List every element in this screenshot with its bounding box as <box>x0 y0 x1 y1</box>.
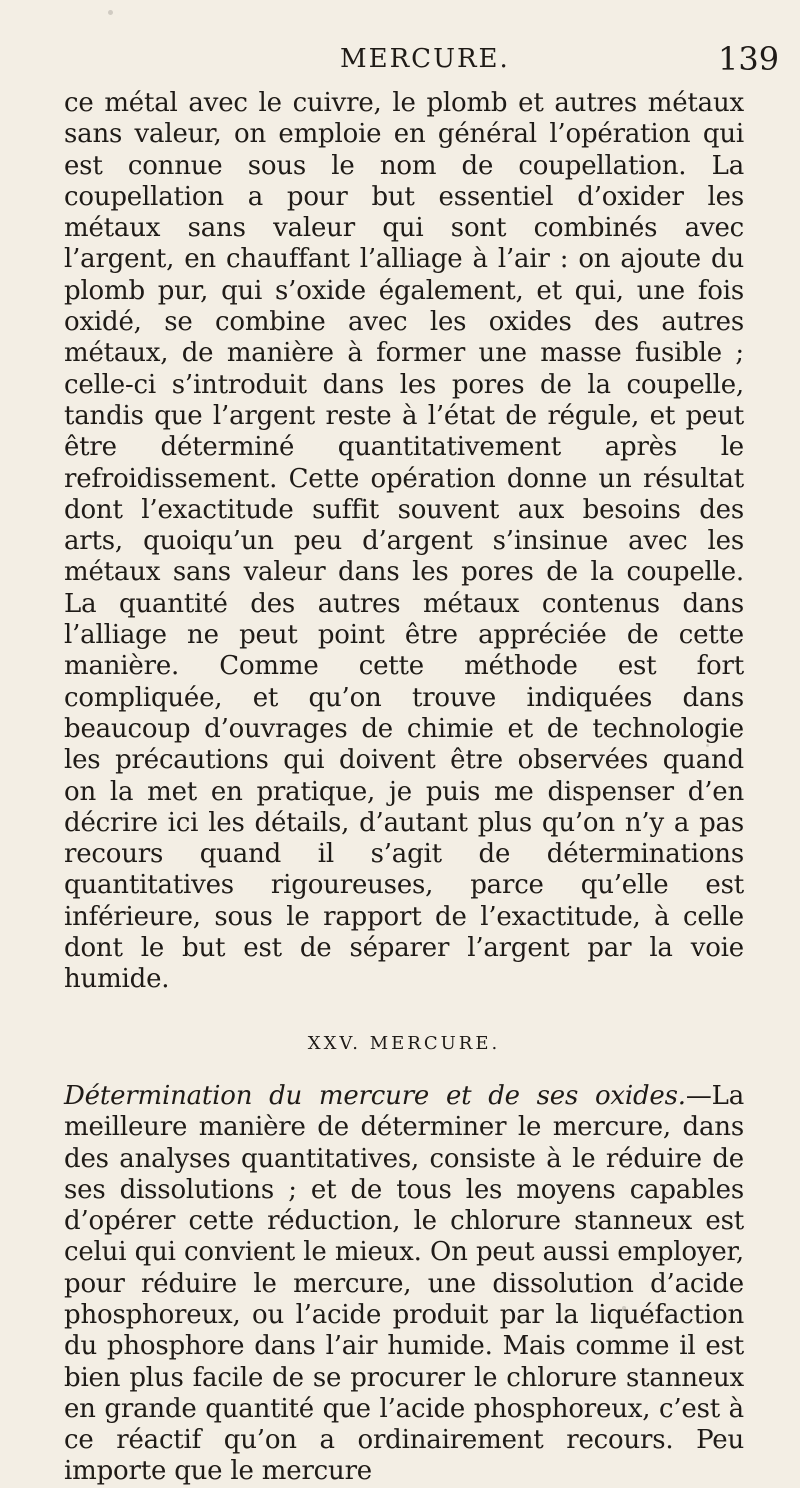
section-heading: XXV. MERCURE. <box>307 1032 501 1054</box>
running-header <box>0 40 800 84</box>
paragraph-1: ce métal avec le cuivre, le plomb et autres métaux sans valeur, on emploie en général l’opération qui est connue sous le nom de coupellation. La coupellation a pour but essentiel d’oxider les métaux sans valeur qui sont combinés avec l’argent, en chauffant l’alliage à l’air : on ajoute du plomb pur, qui s’oxide également, et qui, une fois oxidé, se combine avec les oxides des autres métaux, de manière à former une masse fusible ; celle-ci s’introduit dans les pores de la coupelle, tandis que l’argent reste à l’état de régule, et peut être déterminé quantitativement après le refroidissement. Cette opération donne un résultat dont l’exactitude suffit souvent aux besoins des arts, quoiqu’un peu d’argent s’insinue avec les métaux sans valeur dans les pores de la coupelle. La quantité des autres métaux contenus dans l’alliage ne peut point être appréciée de cette manière. Comme cette méthode est fort compliquée, et qu’on trouve indiquées dans beaucoup d’ouvrages de chimie et de technologie les précautions qui doivent être observées quand on la met en pratique, je puis me dispenser d’en décrire ici les détails, d’autant plus qu’on n’y a pas recours quand il s’agit de déterminations quantitatives rigoureuses, parce qu’elle est inférieure, sous le rapport de l’exactitude, à celle dont le but est de séparer l’argent par la voie humide. <box>64 88 744 995</box>
paragraph-2 <box>64 1081 744 1488</box>
main-text <box>64 88 744 1488</box>
paper-speck <box>622 1306 626 1310</box>
paper-speck <box>706 744 709 747</box>
running-title: MERCURE. <box>340 44 510 74</box>
page-number: 139 <box>718 40 780 78</box>
paragraph-2-lead: Détermination du mercure et de ses oxides. <box>64 1080 686 1111</box>
paragraph-2-text: —La meilleure manière de déterminer le mercure, dans des analyses quantitatives, consiste à le réduire de ses dissolutions ; et de tous les moyens capables d’opérer cette réduction, le chlorure stanneux est celui qui convient le mieux. On peut aussi employer, pour réduire le mercure, une dissolution d’acide phosphoreux, ou l’acide produit par la liquéfaction du phosphore dans l’air humide. Mais comme il est bien plus facile de se procurer le chlorure stanneux en grande quantité que l’acide phosphoreux, c’est à ce réactif qu’on a ordinairement recours. Peu importe que le mercure <box>64 1080 744 1487</box>
paper-speck <box>108 10 113 15</box>
